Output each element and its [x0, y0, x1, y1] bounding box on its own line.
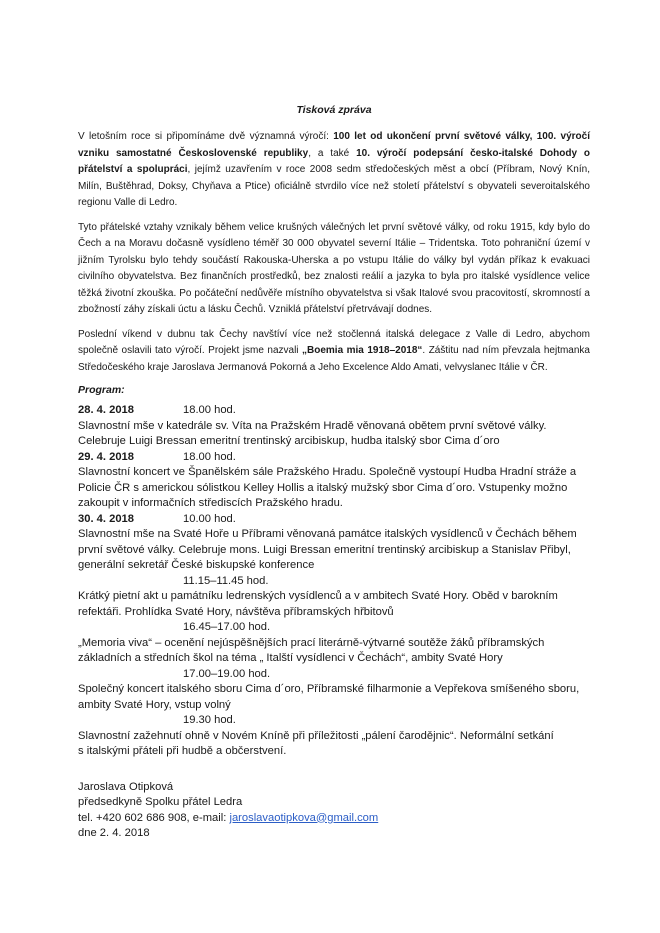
- program-day-header: [78, 450, 590, 466]
- document-title: Tisková zpráva: [296, 104, 372, 116]
- program-time: 17.00–19.00 hod.: [183, 667, 271, 680]
- program-time: 18.00 hod.: [183, 404, 236, 416]
- program-text: ambity Svaté Hory, vstup volný: [78, 698, 231, 711]
- press-release-page: [78, 104, 590, 842]
- program-text: s italskými přáteli při hudbě a občerstvení.: [78, 745, 287, 757]
- program-time: 18.00 hod.: [183, 450, 236, 463]
- program-text: první světové války. Celebruje mons. Luigi Bressan emeritní trentinský arcibiskup a Stanislav Přibyl,: [78, 543, 571, 556]
- program-time: 10.00 hod.: [183, 512, 236, 525]
- program-heading: Program:: [78, 384, 125, 396]
- program-text: základních a středních škol na téma „ Italští vysídlenci v Čechách“, ambity Svaté Hory: [78, 652, 503, 664]
- program-text: zakoupit v informačních střediscích Pražského hradu.: [78, 497, 343, 509]
- program-text: Společný koncert italského sboru Cima d´oro, Příbramské filharmonie a Vepřekova smíšeného sboru,: [78, 683, 580, 695]
- text: , jejímž uzavřením v roce 2008 sedm středočeských měst a obcí (Příbram, Nový Knín, Milín, Buštěhrad, Doksy, Chyňava a Ptice) oficiálně stvrdilo více než století přátelství s obyvateli severoitalského regionu Valle di Ledro.: [78, 164, 590, 208]
- program-date: 29. 4. 2018: [78, 450, 134, 463]
- paragraph-project: [78, 327, 590, 377]
- program-text: Slavnostní zažehnutí ohně v Novém Kníně při příležitosti „pálení čarodějnic“. Neformální setkání: [78, 729, 554, 742]
- text: Poslední víkend v dubnu tak Čechy navštíví více než stočlenná italská delegace z Valle di Ledro, abychom společně oslavili tato výročí. Projekt jsme nazvali: [78, 328, 590, 356]
- bold-text: 100 let od ukončení první světové války, 100. výročí vzniku samostatné Československé republiky: [78, 131, 590, 159]
- signature-contact: [78, 811, 590, 827]
- text: V letošním roce si připomínáme dvě významná výročí:: [78, 131, 334, 142]
- bold-text: 10. výročí podepsání česko-italské Dohody o přátelství a spolupráci: [78, 147, 590, 175]
- program-text: Slavnostní mše na Svaté Hoře u Příbrami věnovaná památce italských vysídlenců v Čechách během: [78, 528, 577, 540]
- text: . Záštitu nad ním převzala hejtmanka Středočeského kraje Jaroslava Jermanová Pokorná a Jeho Excelence Aldo Amati, velvyslanec Itálie v ČR.: [78, 345, 590, 373]
- program-list: [78, 403, 590, 760]
- contact-text: tel. +420 602 686 908, e-mail:: [78, 811, 230, 824]
- program-text: Celebruje Luigi Bressan emeritní trentinský arcibiskup, hudba italský sbor Cima d´oro: [78, 435, 500, 447]
- signature-block: [78, 780, 590, 842]
- text: , a také: [308, 147, 357, 159]
- program-text: generální sekretář České biskupské konference: [78, 559, 315, 571]
- project-name: „Boemia mia 1918–2018“: [302, 345, 423, 356]
- program-time: 16.45–17.00 hod.: [183, 621, 271, 633]
- program-day-header: [78, 403, 590, 419]
- paragraph-history: Tyto přátelské vztahy vznikaly během velice krušných válečných let první světové války, od roku 1915, kdy bylo do Čech a na Moravu dočasně vysídleno téměř 30 000 obyvatel severní Itálie – Tridentska. Toto pohraniční území v jižním Tyrolsku bylo tehdy součástí Rakouska-Uherska a po vstupu Itálie do války byl vydán příkaz k evakuaci civilního obyvatelstva. Bez finančních prostředků, bez znalosti reálií a jazyka to byla pro italské vysídlence velice těžká životní zkouška. Po počáteční nedůvěře místního obyvatelstva si však Italové svou pracovitostí, skromností a zbožností záhy získali úctu a lásku Čechů. Vzniklá přátelství přetrvávají dodnes.: [78, 221, 590, 315]
- program-text: Slavnostní koncert ve Španělském sále Pražského Hradu. Společně vystoupí Hudba Hradní stráže a: [78, 466, 577, 478]
- program-date: 28. 4. 2018: [78, 404, 134, 416]
- program-text: Slavnostní mše v katedrále sv. Víta na Pražském Hradě věnovaná obětem první světové války.: [78, 419, 547, 432]
- signature-name: Jaroslava Otipková: [78, 780, 174, 793]
- email-link[interactable]: jaroslavaotipkova@gmail.com: [229, 811, 379, 824]
- program-text: refektáři. Prohlídka Svaté Hory, návštěva příbramských hřbitovů: [78, 605, 394, 618]
- signature-role: předsedkyně Spolku přátel Ledra: [78, 796, 243, 808]
- program-date: 30. 4. 2018: [78, 512, 134, 525]
- program-text: Krátký pietní akt u památníku ledrenských vysídlenců a v ambitech Svaté Hory. Oběd v barokním: [78, 590, 558, 602]
- program-time: 19.30 hod.: [183, 714, 236, 726]
- signature-date: dne 2. 4. 2018: [78, 827, 150, 839]
- program-text: „Memoria viva“ – ocenění nejúspěšnějších prací literárně-výtvarné soutěže žáků příbramských: [78, 636, 545, 649]
- paragraph-anniversaries: [78, 129, 590, 212]
- program-time: 11.15–11.45 hod.: [183, 574, 269, 587]
- program-text: Policie ČR s americkou sólistkou Kelley Hollis a italský mužský sbor Cima d´oro. Vstupenky možno: [78, 481, 568, 494]
- program-day-header: [78, 512, 590, 528]
